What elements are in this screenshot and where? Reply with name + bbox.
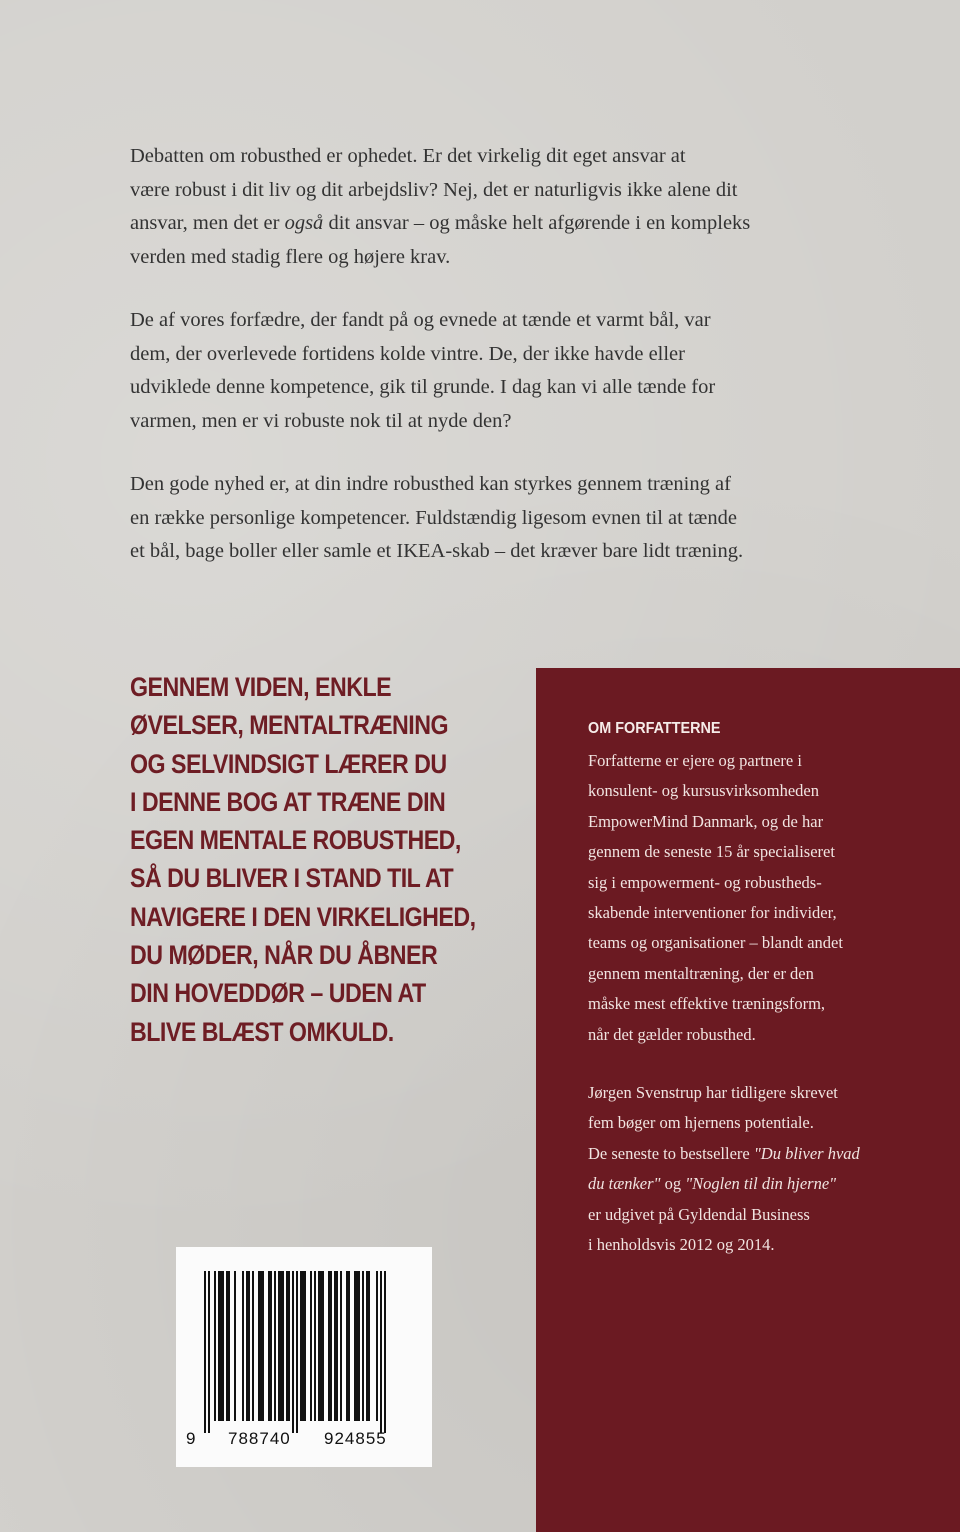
text-line: dem, der overlevede fortidens kolde vintre. De, der ikke havde eller	[130, 342, 685, 365]
barcode-bars	[176, 1247, 432, 1467]
callout-line: BLIVE BLÆST OMKULD.	[130, 1016, 394, 1047]
barcode-bar	[286, 1271, 290, 1421]
about-authors-panel	[536, 668, 960, 1532]
callout-line: DIN HOVEDDØR – UDEN AT	[130, 978, 426, 1009]
barcode-bar	[296, 1271, 298, 1433]
text-line: verden med stadig flere og højere krav.	[130, 245, 451, 268]
emphasis-text: også	[284, 212, 324, 234]
text-line: konsulent- og kursusvirksomheden	[588, 781, 819, 801]
blurb-paragraph-3	[130, 468, 870, 569]
barcode-bar	[218, 1271, 224, 1421]
barcode-bar	[258, 1271, 264, 1421]
authors-paragraph-1	[588, 746, 948, 1050]
text-line: skabende interventioner for individer,	[588, 903, 837, 923]
barcode-bar	[204, 1271, 206, 1433]
callout-line: NAVIGERE I DEN VIRKELIGHED,	[130, 901, 476, 932]
barcode-bar	[334, 1271, 338, 1421]
blurb-paragraph-2	[130, 304, 870, 438]
text-line	[588, 1139, 948, 1169]
callout-line: ØVELSER, MENTALTRÆNING	[130, 710, 449, 741]
barcode-bar	[340, 1271, 342, 1421]
barcode-bar	[300, 1271, 306, 1421]
callout-line: DU MØDER, NÅR DU ÅBNER	[130, 940, 438, 971]
barcode-bar	[362, 1271, 364, 1421]
isbn-barcode	[176, 1247, 432, 1467]
text-line: når det gælder robusthed.	[588, 1024, 756, 1044]
blurb-paragraph-1	[130, 140, 870, 274]
text-line: varmen, men er vi robuste nok til at nyde den?	[130, 409, 512, 432]
barcode-group-1: 788740	[228, 1429, 291, 1448]
about-authors-heading: OM FORFATTERNE	[588, 720, 721, 737]
barcode-digit-first: 9	[186, 1429, 197, 1448]
barcode-bar	[310, 1271, 312, 1421]
barcode-bar	[242, 1271, 244, 1421]
barcode-bar	[318, 1271, 324, 1421]
text-line	[588, 1169, 948, 1199]
callout-line: GENNEM VIDEN, ENKLE	[130, 672, 392, 702]
text-line: udviklede denne kompetence, gik til grunde. I dag kan vi alle tænde for	[130, 376, 716, 398]
text-line: Debatten om robusthed er ophedet. Er det virkelig dit eget ansvar at	[130, 145, 686, 167]
text-fragment: ansvar, men det er	[130, 212, 285, 234]
text-line: fem bøger om hjernens potentiale.	[588, 1113, 814, 1133]
text-line: være robust i dit liv og dit arbejdsliv? Nej, det er naturligvis ikke alene dit	[130, 178, 738, 201]
barcode-bar	[380, 1271, 382, 1433]
text-line: Jørgen Svenstrup har tidligere skrevet	[588, 1083, 838, 1103]
book-title-1: "Du bliver hvad	[753, 1143, 860, 1163]
barcode-bar	[274, 1271, 276, 1421]
barcode-bar	[328, 1271, 332, 1421]
back-cover-blurb	[130, 140, 870, 599]
barcode-bar	[354, 1271, 360, 1421]
text-line: måske mest effektive træningsform,	[588, 994, 826, 1014]
barcode-bar	[292, 1271, 294, 1433]
barcode-group-2: 924855	[324, 1429, 387, 1448]
text-line: Forfatterne er ejere og partnere i	[588, 751, 802, 770]
barcode-bar	[346, 1271, 350, 1421]
text-line: en række personlige kompetencer. Fuldstændig ligesom evnen til at tænde	[130, 506, 737, 529]
text-line: i henholdsvis 2012 og 2014.	[588, 1235, 775, 1255]
text-line: et bål, bage boller eller samle et IKEA-skab – det kræver bare lidt træning.	[130, 540, 744, 562]
barcode-bar	[214, 1271, 216, 1421]
callout-statement	[130, 668, 474, 1051]
barcode-bar	[366, 1271, 370, 1421]
text-line: er udgivet på Gyldendal Business	[588, 1204, 810, 1224]
book-title-1-cont: du tænker"	[588, 1174, 661, 1194]
callout-line: EGEN MENTALE ROBUSTHED,	[130, 825, 461, 856]
barcode-bar	[208, 1271, 210, 1433]
text-fragment: De seneste to bestsellere	[588, 1143, 754, 1163]
text-line: teams og organisationer – blandt andet	[588, 933, 843, 953]
about-authors-body	[588, 746, 948, 1289]
authors-paragraph-2	[588, 1078, 948, 1260]
text-fragment: dit ansvar – og måske helt afgørende i en kompleks	[323, 212, 751, 234]
barcode-bar	[252, 1271, 254, 1421]
barcode-bar	[314, 1271, 316, 1421]
barcode-bar	[246, 1271, 250, 1421]
text-line: gennem de seneste 15 år specialiseret	[588, 842, 835, 862]
text-line: gennem mentaltræning, der er den	[588, 963, 814, 983]
barcode-bar	[278, 1271, 284, 1421]
text-line: Den gode nyhed er, at din indre robusthed kan styrkes gennem træning af	[130, 473, 731, 495]
text-line: De af vores forfædre, der fandt på og evnede at tænde et varmt bål, var	[130, 309, 711, 331]
text-line	[130, 207, 870, 241]
text-line: EmpowerMind Danmark, og de har	[588, 811, 824, 831]
barcode-bar	[226, 1271, 230, 1421]
callout-line: OG SELVINDSIGT LÆRER DU	[130, 748, 447, 779]
callout-line: I DENNE BOG AT TRÆNE DIN	[130, 786, 446, 817]
book-title-2: "Noglen til din hjerne"	[685, 1174, 837, 1194]
callout-line: SÅ DU BLIVER I STAND TIL AT	[130, 863, 454, 894]
barcode-bar	[268, 1271, 272, 1421]
barcode-bar	[384, 1271, 386, 1433]
barcode-bar	[376, 1271, 378, 1421]
barcode-bar	[234, 1271, 236, 1421]
text-fragment: og	[660, 1174, 686, 1194]
text-line: sig i empowerment- og robustheds-	[588, 872, 822, 892]
